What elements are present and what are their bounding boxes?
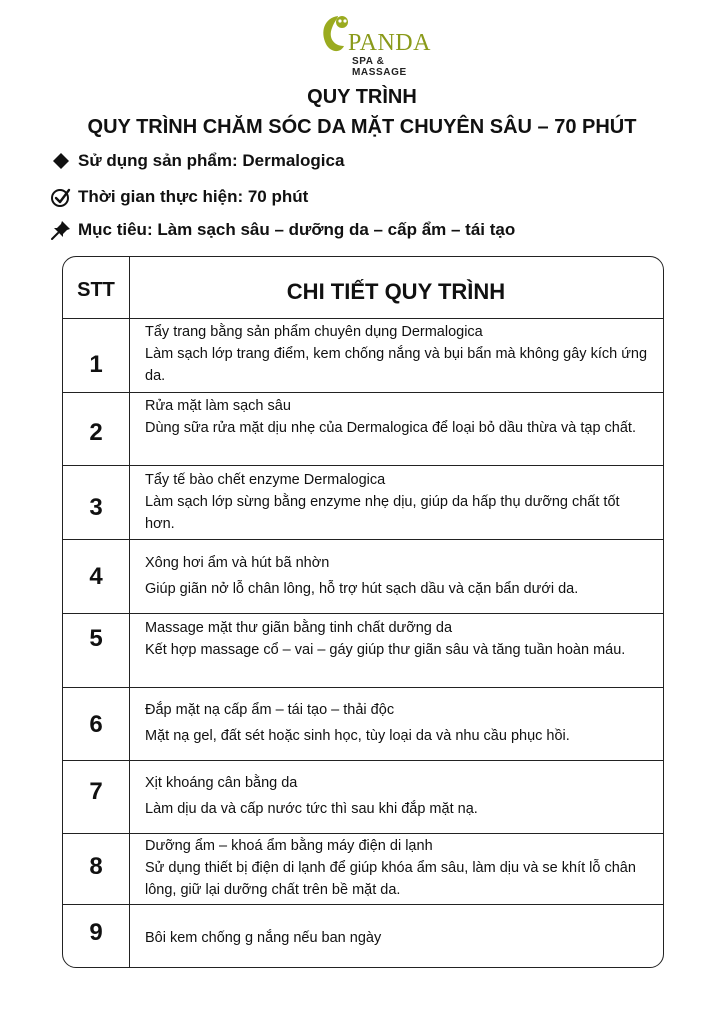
row-divider — [63, 833, 663, 834]
row-title: Đắp mặt nạ cấp ẩm – tái tạo – thải độc — [145, 702, 395, 718]
row-divider — [63, 392, 663, 393]
row-number: 1 — [89, 351, 103, 378]
row-title: Xông hơi ẩm và hút bã nhờn — [145, 555, 330, 571]
row-description: Dùng sữa rửa mặt dịu nhẹ của Dermalogica để loại bỏ dầu thừa và tạp chất. — [145, 420, 636, 436]
row-description: Kết hợp massage cổ – vai – gáy giúp thư giãn sâu và tăng tuần hoàn máu. — [145, 642, 626, 658]
table-row — [145, 550, 649, 602]
row-divider — [63, 904, 663, 905]
check-circle-icon — [50, 186, 72, 208]
meta-goal-text: Mục tiêu: Làm sạch sâu – dưỡng da – cấp ẩm – tái tạo — [78, 220, 516, 239]
row-title: Bôi kem chống g nắng nếu ban ngày — [145, 930, 382, 946]
row-number: 6 — [89, 711, 103, 738]
table-row — [145, 927, 649, 949]
row-divider — [63, 687, 663, 688]
row-description: Giúp giãn nở lỗ chân lông, hỗ trợ hút sạch dầu và cặn bẩn dưới da. — [145, 581, 579, 597]
row-description: Làm dịu da và cấp nước tức thì sau khi đắp mặt nạ. — [145, 801, 478, 817]
table-row — [145, 395, 649, 439]
row-divider — [63, 465, 663, 466]
row-divider — [63, 318, 663, 319]
table-row — [145, 697, 649, 749]
table-row — [145, 617, 649, 661]
row-number: 4 — [89, 563, 103, 590]
meta-goal — [50, 219, 515, 241]
row-description: Làm sạch lớp trang điểm, kem chống nắng và bụi bẩn mà không gây kích ứng da. — [145, 346, 648, 384]
row-number: 9 — [89, 919, 103, 946]
row-description: Làm sạch lớp sừng bằng enzyme nhẹ dịu, giúp da hấp thụ dưỡng chất tốt hơn. — [145, 494, 620, 532]
header-stt: STT — [77, 279, 115, 301]
row-divider — [63, 760, 663, 761]
row-title: Dưỡng ẩm – khoá ẩm bằng máy điện di lạnh — [145, 838, 433, 854]
row-number: 2 — [89, 419, 103, 446]
row-divider — [63, 539, 663, 540]
table-row — [145, 770, 649, 822]
diamond-icon — [50, 150, 72, 172]
meta-time — [50, 186, 308, 208]
table-row — [145, 469, 649, 535]
logo-tagline: SPA & MASSAGE — [352, 56, 407, 78]
row-divider — [63, 613, 663, 614]
table-row — [145, 321, 649, 387]
meta-time-text: Thời gian thực hiện: 70 phút — [78, 187, 309, 206]
row-title: Massage mặt thư giãn bằng tinh chất dưỡng da — [145, 620, 453, 636]
row-title: Tẩy trang bằng sản phẩm chuyên dụng Dermalogica — [145, 324, 483, 340]
column-divider — [129, 257, 130, 967]
procedure-table — [62, 256, 664, 968]
row-description: Sử dụng thiết bị điện di lạnh để giúp khóa ẩm sâu, làm dịu và se khít lỗ chân lông, giữ lại dưỡng chất trên bề mặt da. — [145, 860, 636, 898]
row-title: Xịt khoáng cân bằng da — [145, 775, 298, 791]
logo-brand: PANDA — [348, 30, 431, 56]
header-detail: CHI TIẾT QUY TRÌNH — [286, 279, 506, 304]
panda-spa-logo — [318, 12, 431, 78]
meta-product — [50, 150, 344, 172]
row-number: 5 — [89, 625, 103, 652]
row-number: 3 — [89, 494, 103, 521]
row-title: Tẩy tế bào chết enzyme Dermalogica — [145, 472, 386, 488]
row-number: 7 — [89, 778, 103, 805]
row-title: Rửa mặt làm sạch sâu — [145, 398, 291, 414]
meta-product-text: Sử dụng sản phẩm: Dermalogica — [78, 151, 345, 170]
row-number: 8 — [89, 853, 103, 880]
page-subtitle: QUY TRÌNH CHĂM SÓC DA MẶT CHUYÊN SÂU – 70 PHÚT — [87, 116, 637, 138]
page-title: QUY TRÌNH — [307, 86, 417, 108]
pushpin-icon — [50, 219, 72, 241]
row-description: Mặt nạ gel, đất sét hoặc sinh học, tùy loại da và nhu cầu phục hồi. — [145, 728, 570, 744]
table-row — [145, 835, 649, 901]
